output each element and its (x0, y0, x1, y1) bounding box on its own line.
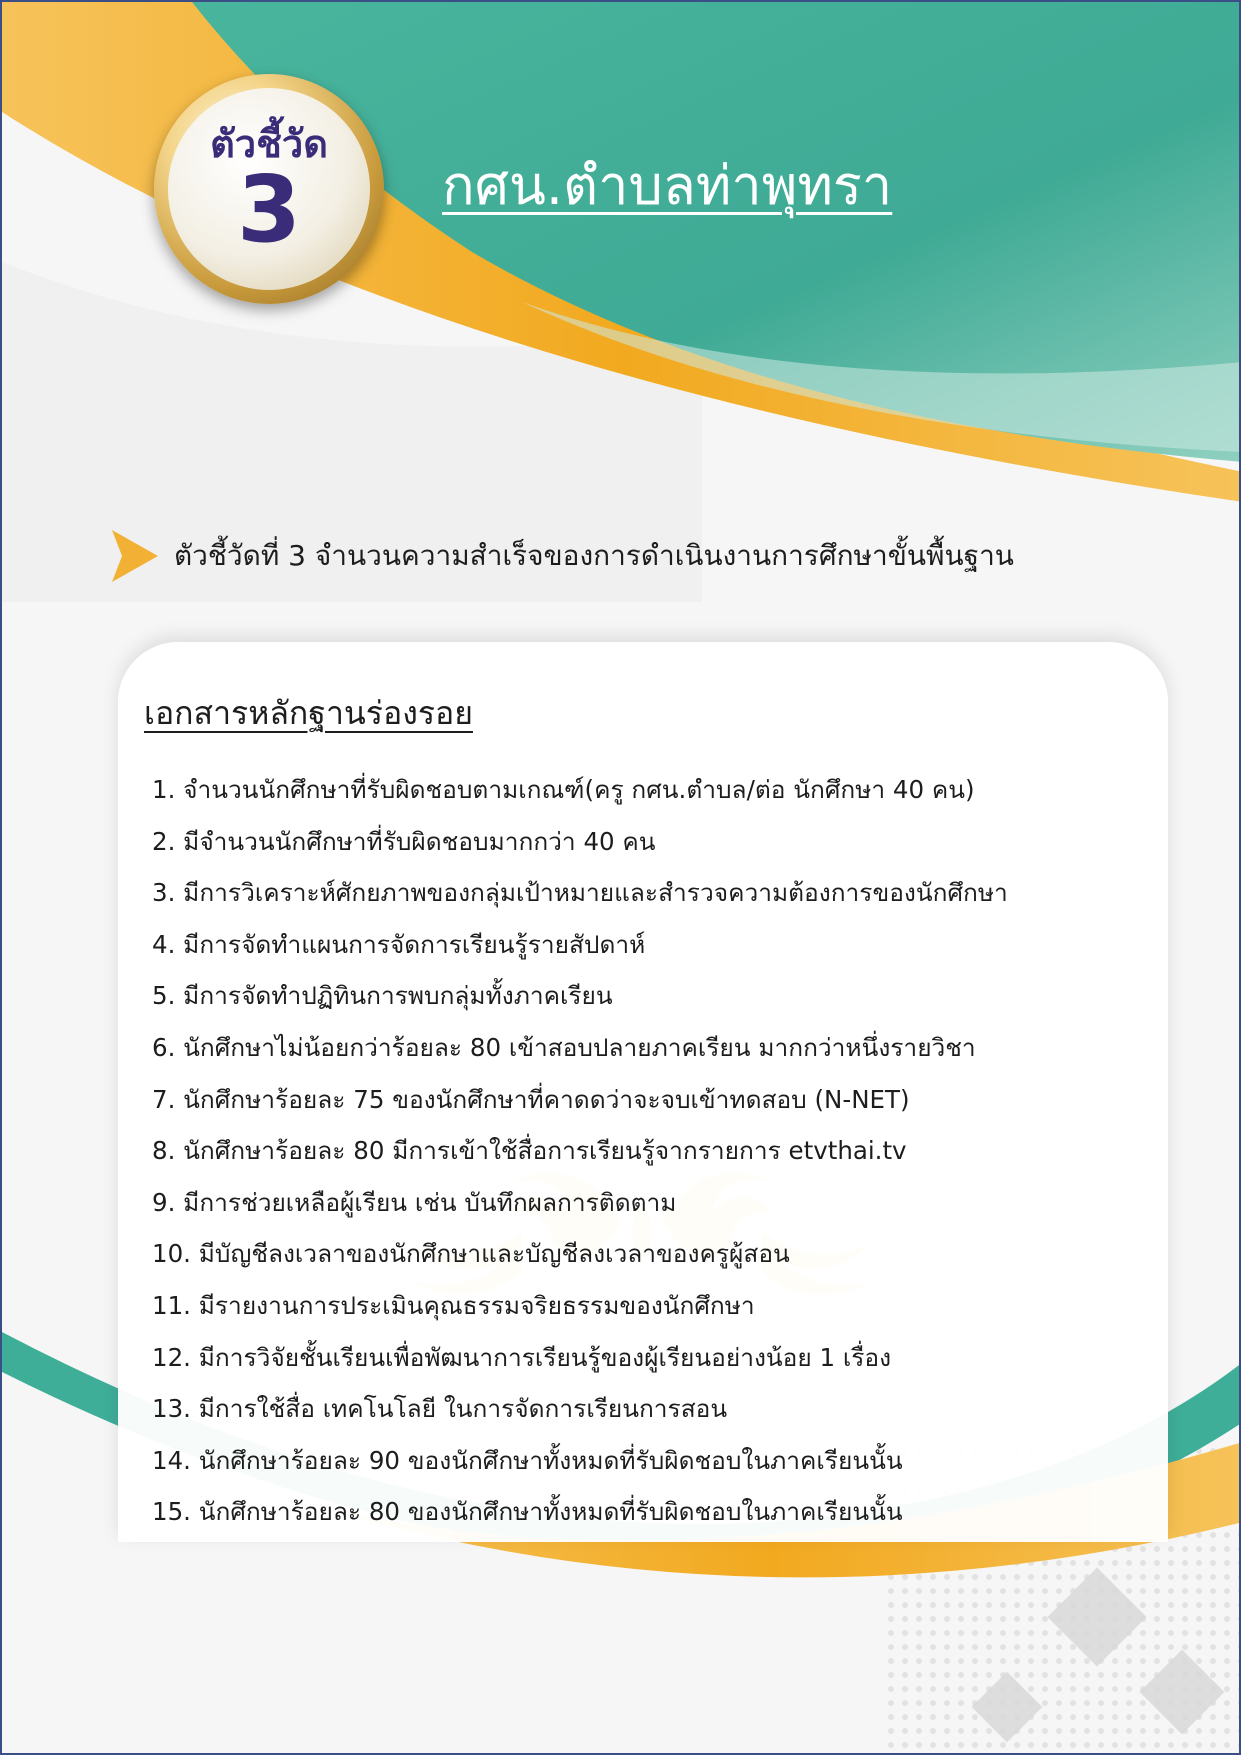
list-item: 1. จำนวนนักศึกษาที่รับผิดชอบตามเกณฑ์(ครู กศน.ตำบล/ต่อ นักศึกษา 40 คน) (152, 775, 975, 804)
page-title: กศน.ตำบลท่าพุทรา (442, 154, 893, 217)
list-item: 14. นักศึกษาร้อยละ 90 ของนักศึกษาทั้งหมดที่รับผิดชอบในภาคเรียนนั้น (152, 1445, 903, 1475)
list-item: 5. มีการจัดทำปฏิทินการพบกลุ่มทั้งภาคเรียน (152, 981, 613, 1011)
badge-inner (168, 88, 370, 290)
list-item: 7. นักศึกษาร้อยละ 75 ของนักศึกษาที่คาดดว่าจะจบเข้าทดสอบ (N-NET) (152, 1084, 910, 1114)
arrow-right-icon (112, 530, 158, 582)
list-item: 13. มีการใช้สื่อ เทคโนโลยี ในการจัดการเรียนการสอน (152, 1394, 728, 1424)
list-item: 15. นักศึกษาร้อยละ 80 ของนักศึกษาทั้งหมดที่รับผิดชอบในภาคเรียนนั้น (152, 1497, 903, 1527)
evidence-list (152, 764, 1162, 1538)
indicator-text: ตัวชี้วัดที่ 3 จำนวนความสำเร็จของการดำเนินงานการศึกษาขั้นพื้นฐาน (174, 539, 1014, 572)
list-item: 9. มีการช่วยเหลือผู้เรียน เช่น บันทึกผลการติดตาม (152, 1187, 677, 1217)
indicator-badge (154, 74, 384, 304)
badge-label: ตัวชี้วัด (210, 122, 328, 167)
list-item: 3. มีการวิเคราะห์ศักยภาพของกลุ่มเป้าหมายและสำรวจความต้องการของนักศึกษา (152, 878, 1008, 908)
list-item: 12. มีการวิจัยชั้นเรียนเพื่อพัฒนาการเรียนรู้ของผู้เรียนอย่างน้อย 1 เรื่อง (152, 1342, 892, 1372)
list-item: 6. นักศึกษาไม่น้อยกว่าร้อยละ 80 เข้าสอบปลายภาคเรียน มากกว่าหนึ่งรายวิชา (152, 1032, 976, 1062)
indicator-row (112, 530, 1014, 582)
list-item: 4. มีการจัดทำแผนการจัดการเรียนรู้รายสัปดาห์ (152, 929, 646, 959)
list-item: 10. มีบัญชีลงเวลาของนักศึกษาและบัญชีลงเวลาของครูผู้สอน (152, 1239, 790, 1269)
list-item: 2. มีจำนวนนักศึกษาที่รับผิดชอบมากกว่า 40 คน (152, 826, 656, 856)
list-item: 8. นักศึกษาร้อยละ 80 มีการเข้าใช้สื่อการเรียนรู้จากรายการ etvthai.tv (152, 1136, 907, 1166)
list-item: 11. มีรายงานการประเมินคุณธรรมจริยธรรมของนักศึกษา (152, 1290, 755, 1320)
evidence-heading: เอกสารหลักฐานร่องรอย (144, 694, 473, 732)
badge-number: 3 (236, 156, 301, 264)
